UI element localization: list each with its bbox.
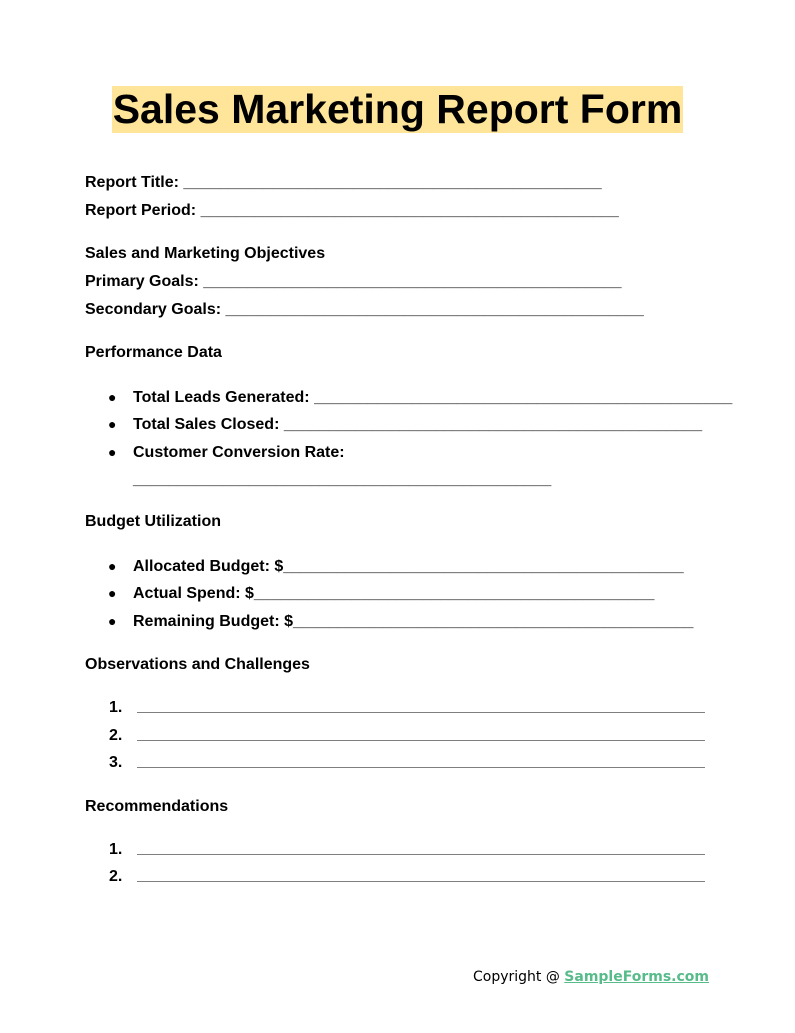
recommendation-item[interactable] (109, 867, 705, 887)
field-blank[interactable]: _______________________________________________ (183, 174, 602, 191)
total-sales-field[interactable] (108, 414, 702, 435)
copyright-footer (473, 967, 709, 987)
report-title-field[interactable] (85, 173, 602, 193)
bullet-icon: ● (108, 585, 117, 601)
field-blank[interactable]: _______________________________________________ (225, 301, 644, 318)
field-label: Secondary Goals: (85, 301, 222, 318)
sampleforms-link[interactable]: SampleForms.com (564, 969, 709, 985)
section-heading-recommendations: Recommendations (85, 798, 229, 815)
page-title: Sales Marketing Report Form (112, 86, 683, 132)
actual-spend-field[interactable] (108, 583, 654, 604)
bullet-icon: ● (108, 558, 117, 574)
observation-item[interactable] (109, 698, 705, 718)
recommendation-item[interactable] (109, 840, 705, 860)
field-label: Report Title: (85, 174, 179, 191)
bullet-icon: ● (108, 444, 117, 460)
blank-line[interactable] (137, 767, 705, 768)
report-period-field[interactable] (85, 201, 619, 221)
field-blank[interactable]: _______________________________________________ (314, 389, 733, 406)
section-heading-budget: Budget Utilization (85, 513, 221, 530)
field-label: Actual Spend: $ (133, 585, 254, 602)
field-label: Total Sales Closed: (133, 416, 280, 433)
item-number: 3. (109, 754, 123, 771)
section-heading-observations: Observations and Challenges (85, 656, 310, 673)
item-number: 2. (109, 727, 123, 744)
title-container (0, 86, 795, 133)
bullet-icon: ● (108, 416, 117, 432)
item-number: 1. (109, 841, 123, 858)
item-number: 1. (109, 699, 123, 716)
secondary-goals-field[interactable] (85, 300, 644, 320)
field-label: Total Leads Generated: (133, 389, 310, 406)
field-blank[interactable]: _____________________________________________ (283, 558, 684, 575)
conversion-rate-blank[interactable]: _______________________________________________ (133, 471, 552, 488)
allocated-budget-field[interactable] (108, 556, 684, 577)
conversion-rate-field[interactable] (108, 442, 345, 463)
field-label: Primary Goals: (85, 273, 199, 290)
field-blank[interactable]: _______________________________________________ (283, 416, 703, 433)
blank-line[interactable] (137, 881, 705, 882)
observation-item[interactable] (109, 726, 705, 746)
remaining-budget-field[interactable] (108, 611, 693, 632)
field-blank[interactable]: _____________________________________________ (293, 613, 694, 630)
blank-line[interactable] (137, 740, 705, 741)
field-label: Report Period: (85, 202, 197, 219)
field-label: Remaining Budget: $ (133, 613, 294, 630)
section-heading-objectives: Sales and Marketing Objectives (85, 245, 326, 262)
primary-goals-field[interactable] (85, 272, 622, 292)
total-leads-field[interactable] (108, 387, 732, 408)
field-label: Customer Conversion Rate: (133, 444, 345, 461)
section-heading-performance: Performance Data (85, 344, 222, 361)
bullet-icon: ● (108, 613, 117, 629)
blank-line[interactable] (137, 712, 705, 713)
bullet-icon: ● (108, 389, 117, 405)
observation-item[interactable] (109, 753, 705, 773)
field-label: Allocated Budget: $ (133, 558, 284, 575)
copyright-text: Copyright @ (472, 969, 565, 985)
field-blank[interactable]: _____________________________________________ (253, 585, 655, 602)
field-blank[interactable]: _______________________________________________ (200, 202, 619, 219)
field-blank[interactable]: _______________________________________________ (203, 273, 622, 290)
item-number: 2. (109, 868, 123, 885)
blank-line[interactable] (137, 854, 705, 855)
